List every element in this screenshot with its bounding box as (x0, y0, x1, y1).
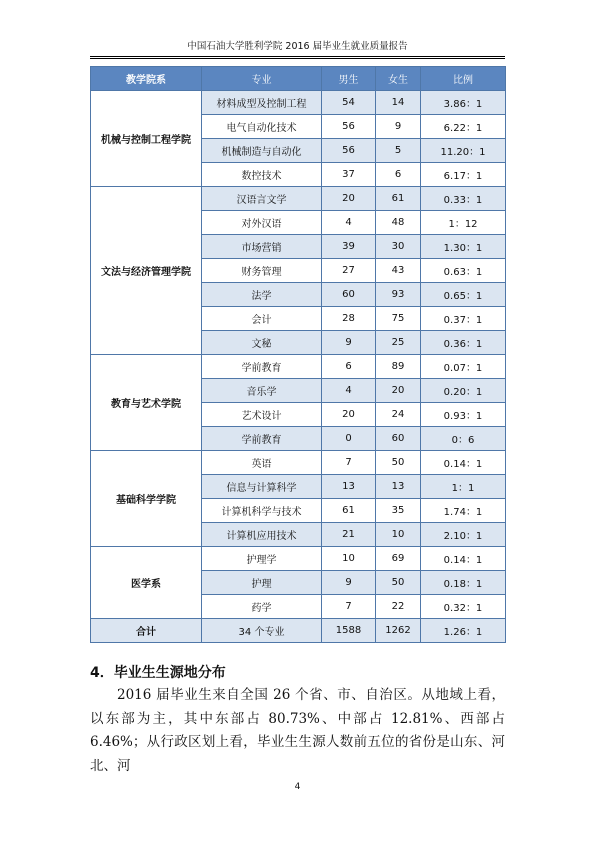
female-count: 48 (376, 211, 421, 235)
ratio-cell: 11.20：1 (421, 139, 506, 163)
major-cell: 数控技术 (202, 163, 322, 187)
ratio-cell: 0.18：1 (421, 571, 506, 595)
college-name: 文法与经济管理学院 (91, 187, 202, 355)
male-count: 10 (322, 547, 376, 571)
female-count: 20 (376, 379, 421, 403)
major-cell: 护理 (202, 571, 322, 595)
page-number: 4 (294, 782, 301, 792)
major-cell: 机械制造与自动化 (202, 139, 322, 163)
table-header-row (91, 67, 506, 91)
body-paragraph: 2016 届毕业生来自全国 26 个省、市、自治区。从地域上看，以东部为主，其中东部占 80.73%、中部占 12.81%、西部占 6.46%；从行政区划上看，毕业生生源人数前五位的省份是山东、河北、河 (90, 687, 505, 774)
ratio-cell: 0.36：1 (421, 331, 506, 355)
male-count: 56 (322, 139, 376, 163)
male-count: 20 (322, 187, 376, 211)
major-cell: 计算机科学与技术 (202, 499, 322, 523)
male-count: 56 (322, 115, 376, 139)
male-count: 6 (322, 355, 376, 379)
total-majors: 34 个专业 (202, 619, 322, 643)
major-cell: 艺术设计 (202, 403, 322, 427)
female-count: 13 (376, 475, 421, 499)
table-row (91, 91, 506, 115)
total-male: 1588 (322, 619, 376, 643)
header-rule (90, 56, 505, 57)
female-count: 24 (376, 403, 421, 427)
ratio-cell: 0.63：1 (421, 259, 506, 283)
female-count: 25 (376, 331, 421, 355)
major-cell: 材料成型及控制工程 (202, 91, 322, 115)
college-name: 教育与艺术学院 (91, 355, 202, 451)
ratio-cell: 0.07：1 (421, 355, 506, 379)
male-count: 54 (322, 91, 376, 115)
female-count: 50 (376, 451, 421, 475)
female-count: 22 (376, 595, 421, 619)
male-count: 20 (322, 403, 376, 427)
male-count: 37 (322, 163, 376, 187)
female-count: 61 (376, 187, 421, 211)
major-cell: 市场营销 (202, 235, 322, 259)
female-count: 69 (376, 547, 421, 571)
table-row (91, 451, 506, 475)
ratio-cell: 0.14：1 (421, 547, 506, 571)
male-count: 0 (322, 427, 376, 451)
male-count: 60 (322, 283, 376, 307)
major-cell: 对外汉语 (202, 211, 322, 235)
female-count: 93 (376, 283, 421, 307)
ratio-cell: 3.86：1 (421, 91, 506, 115)
ratio-cell: 0.65：1 (421, 283, 506, 307)
ratio-cell: 6.17：1 (421, 163, 506, 187)
male-count: 4 (322, 379, 376, 403)
major-cell: 汉语言文学 (202, 187, 322, 211)
header-female: 女生 (376, 67, 421, 91)
ratio-cell: 2.10：1 (421, 523, 506, 547)
major-cell: 法学 (202, 283, 322, 307)
ratio-cell: 1.74：1 (421, 499, 506, 523)
ratio-cell: 0.33：1 (421, 187, 506, 211)
gender-ratio-table (90, 66, 506, 643)
header-college: 教学院系 (91, 67, 202, 91)
female-count: 43 (376, 259, 421, 283)
page-header: 中国石油大学胜利学院 2016 届毕业生就业质量报告 (187, 41, 408, 52)
major-cell: 电气自动化技术 (202, 115, 322, 139)
header-ratio: 比例 (421, 67, 506, 91)
header-major: 专业 (202, 67, 322, 91)
ratio-cell: 0.20：1 (421, 379, 506, 403)
male-count: 39 (322, 235, 376, 259)
male-count: 9 (322, 571, 376, 595)
ratio-cell: 0.14：1 (421, 451, 506, 475)
female-count: 50 (376, 571, 421, 595)
section-heading: 4．毕业生生源地分布 (90, 665, 226, 681)
major-cell: 文秘 (202, 331, 322, 355)
major-cell: 药学 (202, 595, 322, 619)
female-count: 9 (376, 115, 421, 139)
ratio-cell: 6.22：1 (421, 115, 506, 139)
ratio-cell: 0：6 (421, 427, 506, 451)
male-count: 4 (322, 211, 376, 235)
major-cell: 学前教育 (202, 355, 322, 379)
major-cell: 计算机应用技术 (202, 523, 322, 547)
ratio-cell: 1.30：1 (421, 235, 506, 259)
college-name: 医学系 (91, 547, 202, 619)
total-row (91, 619, 506, 643)
female-count: 75 (376, 307, 421, 331)
male-count: 21 (322, 523, 376, 547)
total-ratio: 1.26：1 (421, 619, 506, 643)
table-row (91, 355, 506, 379)
female-count: 89 (376, 355, 421, 379)
ratio-cell: 1：1 (421, 475, 506, 499)
table-row (91, 187, 506, 211)
table-row (91, 547, 506, 571)
female-count: 10 (376, 523, 421, 547)
female-count: 5 (376, 139, 421, 163)
major-cell: 护理学 (202, 547, 322, 571)
college-name: 机械与控制工程学院 (91, 91, 202, 187)
male-count: 7 (322, 451, 376, 475)
major-cell: 学前教育 (202, 427, 322, 451)
female-count: 35 (376, 499, 421, 523)
male-count: 61 (322, 499, 376, 523)
ratio-cell: 1：12 (421, 211, 506, 235)
female-count: 30 (376, 235, 421, 259)
total-female: 1262 (376, 619, 421, 643)
major-cell: 英语 (202, 451, 322, 475)
header-male: 男生 (322, 67, 376, 91)
major-cell: 会计 (202, 307, 322, 331)
major-cell: 信息与计算科学 (202, 475, 322, 499)
male-count: 13 (322, 475, 376, 499)
female-count: 14 (376, 91, 421, 115)
female-count: 60 (376, 427, 421, 451)
major-cell: 音乐学 (202, 379, 322, 403)
major-cell: 财务管理 (202, 259, 322, 283)
male-count: 27 (322, 259, 376, 283)
male-count: 28 (322, 307, 376, 331)
ratio-cell: 0.37：1 (421, 307, 506, 331)
female-count: 6 (376, 163, 421, 187)
ratio-cell: 0.93：1 (421, 403, 506, 427)
college-name: 基础科学学院 (91, 451, 202, 547)
header-rule (90, 58, 505, 59)
total-label: 合计 (91, 619, 202, 643)
male-count: 9 (322, 331, 376, 355)
ratio-cell: 0.32：1 (421, 595, 506, 619)
male-count: 7 (322, 595, 376, 619)
